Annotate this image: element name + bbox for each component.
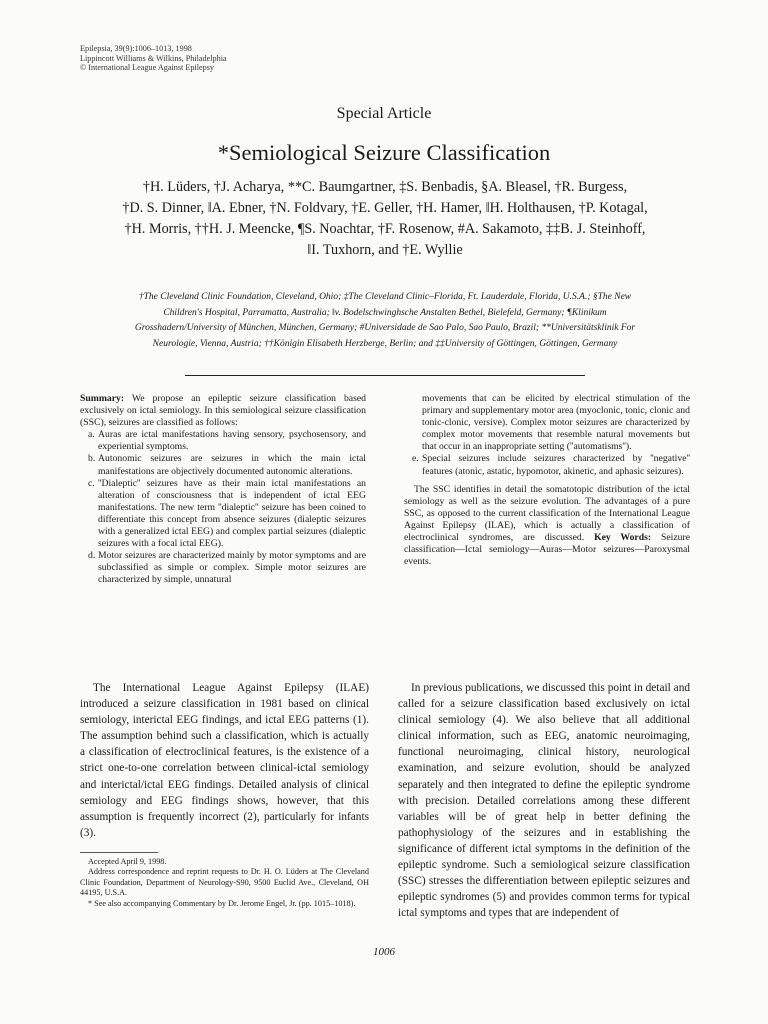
keywords: Seizure classification—Ictal semiology—Auras—Motor seizures—Paroxysmal events. bbox=[404, 532, 691, 568]
footnote-accepted: Accepted April 9, 1998. bbox=[88, 857, 167, 866]
journal-line: Lippincott Williams & Wilkins, Philadelphia bbox=[80, 53, 227, 63]
summary-item: d. Motor seizures are characterized mainly by motor symptoms and are subclassified as simple or complex. Simple motor seizures are characterized by simple, unnatural bbox=[88, 550, 366, 586]
summary-item: e. Special seizures include seizures characterized by ''negative'' features (atonic, astatic, hypomotor, akinetic, and aphasic seizures). bbox=[412, 453, 690, 477]
item-label: e. bbox=[412, 453, 419, 465]
author-line: †D. S. Dinner, ‖A. Ebner, †N. Foldvary, †E. Geller, †H. Hamer, ‖H. Holthausen, †P. Kotagal, bbox=[122, 200, 648, 216]
summary-column-left bbox=[80, 393, 366, 587]
author-line: ‖I. Tuxhorn, and †E. Wyllie bbox=[307, 242, 463, 258]
author-line: †H. Morris, ††H. J. Meencke, ¶S. Noachtar, †F. Rosenow, #A. Sakamoto, ‡‡B. J. Steinhoff, bbox=[124, 221, 646, 237]
summary-item: a. Auras are ictal manifestations having sensory, psychosensory, and experiential symptoms. bbox=[88, 429, 366, 453]
journal-line: © International League Against Epilepsy bbox=[80, 63, 214, 73]
summary-divider bbox=[185, 375, 585, 376]
affiliation-line: Grosshadern/University of München, München, Germany; #Universidade de Sao Palo, Sao Paulo, Brazil; **Universitätsklinik For bbox=[134, 323, 636, 333]
item-label: b. bbox=[88, 453, 96, 465]
footnote-address: Address correspondence and reprint requests to Dr. H. O. Lüders at The Cleveland Clinic Foundation, Department of Neurology-S90, 9500 Euclid Ave., Cleveland, OH 44195, U.S.A. bbox=[80, 867, 369, 898]
affiliation-line: Neurologie, Vienna, Austria; ††Königin Elisabeth Herzberge, Berlin; and ‡‡University of Göttingen, Göttingen, Germany bbox=[152, 338, 618, 349]
body-paragraph: In previous publications, we discussed this point in detail and called for a seizure classification based exclusively on ictal clinical semiology (4). We also believe that all additional clinical information, such as EEG, anatomic neuroimaging, functional neuroimaging, clinical history, neurological examination, and seizure evolution, should be analyzed separately and then integrated to define the epileptic syndrome with precision. Detailed correlations among these different variables will be of great help in better defining the pathophysiology of the seizures and in establishing the significance of different ictal symptoms in the definition of the epileptic syndrome. Such a semiological seizure classification (SSC) stresses the differentiation between epileptic seizures and epileptic syndromes (5) and provides common terms for typical ictal symptoms and types that are independent of bbox=[398, 682, 690, 920]
body-column-left bbox=[80, 680, 369, 841]
footnote-divider bbox=[80, 852, 158, 853]
summary-item-continued: movements that can be elicited by electrical stimulation of the primary and supplementary motor area (myoclonic, tonic, clonic and tonic-clonic, versive). Complex motor seizures are characterized by complex motor movements that resemble natural movements but that occur in an inappropriate setting (''automatisms''). bbox=[422, 393, 690, 453]
section-heading: Special Article bbox=[336, 105, 432, 122]
item-label: a. bbox=[88, 429, 95, 441]
footnote-see-also: * See also accompanying Commentary by Dr. Jerome Engel, Jr. (pp. 1015–1018). bbox=[88, 898, 356, 908]
summary-item: b. Autonomic seizures are seizures in which the main ictal manifestations are objectively documented autonomic alterations. bbox=[88, 453, 366, 477]
summary-heading: Summary: bbox=[80, 393, 125, 404]
journal-line: Epilepsia, 39(9):1006–1013, 1998 bbox=[80, 44, 192, 53]
summary-closing: The SSC identifies in detail the somatotopic distribution of the ictal semiology as well as the seizure evolution. The advantages of a pure SSC, as opposed to the current classification of the International League Against Epilepsy (ILAE), which is actually a classification of electroclinical syndromes, are discussed. Key Words: Seizure classification—Ictal semiology—Auras—Motor seizures—Paroxysmal events. bbox=[404, 483, 691, 568]
item-label: c. bbox=[88, 477, 95, 489]
affiliations bbox=[76, 290, 694, 352]
keywords-label: Key Words: bbox=[594, 532, 652, 544]
summary-item: c. ''Dialeptic'' seizures have as their main ictal manifestations an alteration of consciousness that is independent of ictal EEG manifestations. The new term ''dialeptic'' seizure has been coined to differentiate this concept from absence seizures (dialeptic seizures with a generalized ictal EEG) and complex partial seizures (dialeptic seizures with a focal ictal EEG). bbox=[88, 477, 366, 550]
page-number: 1006 bbox=[373, 946, 395, 958]
author-line: †H. Lüders, †J. Acharya, **C. Baumgartner, ‡S. Benbadis, §A. Bleasel, †R. Burgess, bbox=[142, 179, 628, 195]
summary-column-right bbox=[404, 393, 690, 568]
article-title: *Semiological Seizure Classification bbox=[217, 140, 551, 165]
body-column-right bbox=[398, 680, 690, 921]
affiliation-line: †The Cleveland Clinic Foundation, Cleveland, Ohio; ‡The Cleveland Clinic–Florida, Ft. Lauderdale, Florida, U.S.A.; §The New bbox=[138, 292, 632, 302]
body-paragraph: The International League Against Epilepsy (ILAE) introduced a seizure classification in 1981 based on clinical semiology, interictal EEG findings, and ictal EEG patterns (1). The assumption behind such a classification, which is actually a classification of electroclinical features, is the existence of a strict one-to-one correlation between clinical-ictal semiology and interictal/ictal EEG findings. Detailed analysis of clinical semiology and EEG findings shows, however, that this assumption is frequently incorrect (2), particularly for infants (3). bbox=[80, 682, 369, 839]
footnotes bbox=[80, 857, 369, 909]
item-label: d. bbox=[88, 550, 96, 562]
journal-citation bbox=[80, 44, 227, 73]
summary-intro: Summary: We propose an epileptic seizure classification based exclusively on ictal semiology. In this semiological seizure classification (SSC), seizures are classified as follows: bbox=[80, 393, 367, 429]
affiliation-line: Children's Hospital, Parramatta, Australia; ‖v. Bodelschwinghsche Anstalten Bethel, Bielefeld, Germany; ¶Klinikum bbox=[163, 307, 607, 318]
author-list bbox=[90, 177, 680, 261]
